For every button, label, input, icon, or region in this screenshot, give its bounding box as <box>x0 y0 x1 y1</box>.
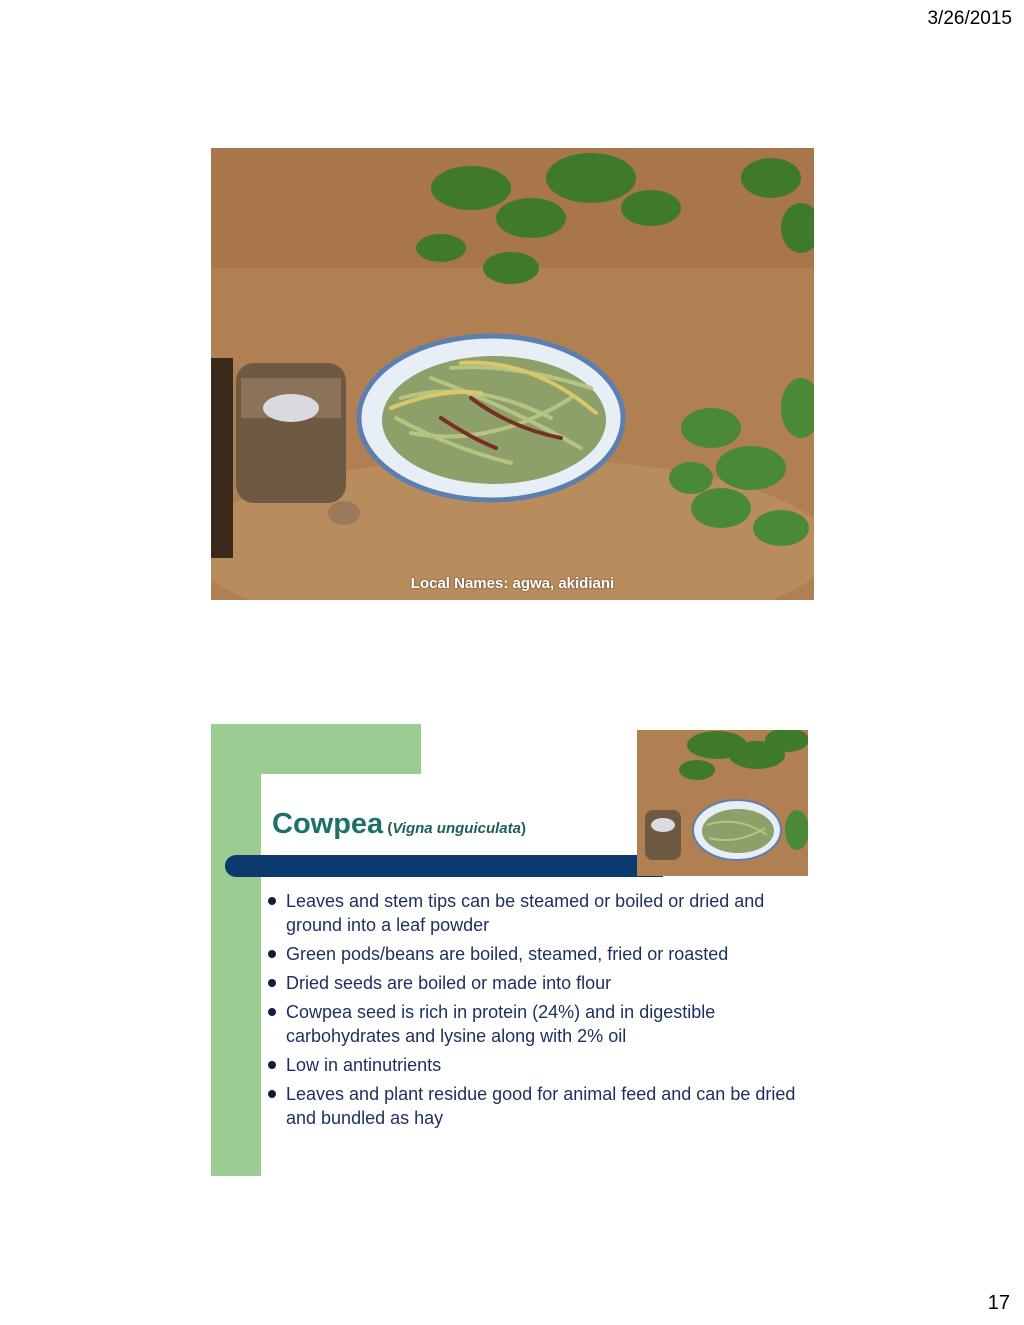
green-accent-top <box>211 724 421 774</box>
bullet-list <box>266 889 806 1135</box>
sci-open-paren: ( <box>383 820 393 837</box>
page-number: 17 <box>987 1292 1010 1314</box>
list-item <box>266 889 806 937</box>
title-scientific-name <box>383 820 526 837</box>
list-item <box>266 971 806 995</box>
slide-title <box>272 808 526 841</box>
bullet-dot-icon <box>268 1061 276 1069</box>
bullet-text: Green pods/beans are boiled, steamed, fried or roasted <box>286 944 729 964</box>
bullet-dot-icon <box>268 950 276 958</box>
bullet-dot-icon <box>268 1090 276 1098</box>
list-item <box>266 1082 806 1130</box>
bullet-dot-icon <box>268 979 276 987</box>
title-common-name: Cowpea <box>272 808 384 840</box>
bullet-text: Cowpea seed is rich in protein (24%) and in digestible carbohydrates and lysine along with 2% oil <box>286 1002 716 1046</box>
cowpea-photo <box>211 148 814 600</box>
bullet-text: Leaves and stem tips can be steamed or boiled or dried and ground into a leaf powder <box>286 891 765 935</box>
bullet-text: Dried seeds are boiled or made into flour <box>286 973 612 993</box>
cowpea-slide <box>211 724 813 1176</box>
blue-divider-bar <box>225 855 663 877</box>
bullet-dot-icon <box>268 897 276 905</box>
bullet-text: Low in antinutrients <box>286 1055 442 1075</box>
bullet-text: Leaves and plant residue good for animal feed and can be dried and bundled as hay <box>286 1084 796 1128</box>
list-item <box>266 1000 806 1048</box>
sci-name-italic: Vigna unguiculata <box>392 820 521 837</box>
list-item <box>266 942 806 966</box>
green-accent-bar <box>211 724 261 1176</box>
cowpea-thumbnail <box>637 730 808 876</box>
bullet-dot-icon <box>268 1008 276 1016</box>
page-date: 3/26/2015 <box>927 8 1012 29</box>
sci-close-paren: ) <box>520 820 526 837</box>
photo-caption: Local Names: agwa, akidiani <box>410 575 615 592</box>
list-item <box>266 1053 806 1077</box>
